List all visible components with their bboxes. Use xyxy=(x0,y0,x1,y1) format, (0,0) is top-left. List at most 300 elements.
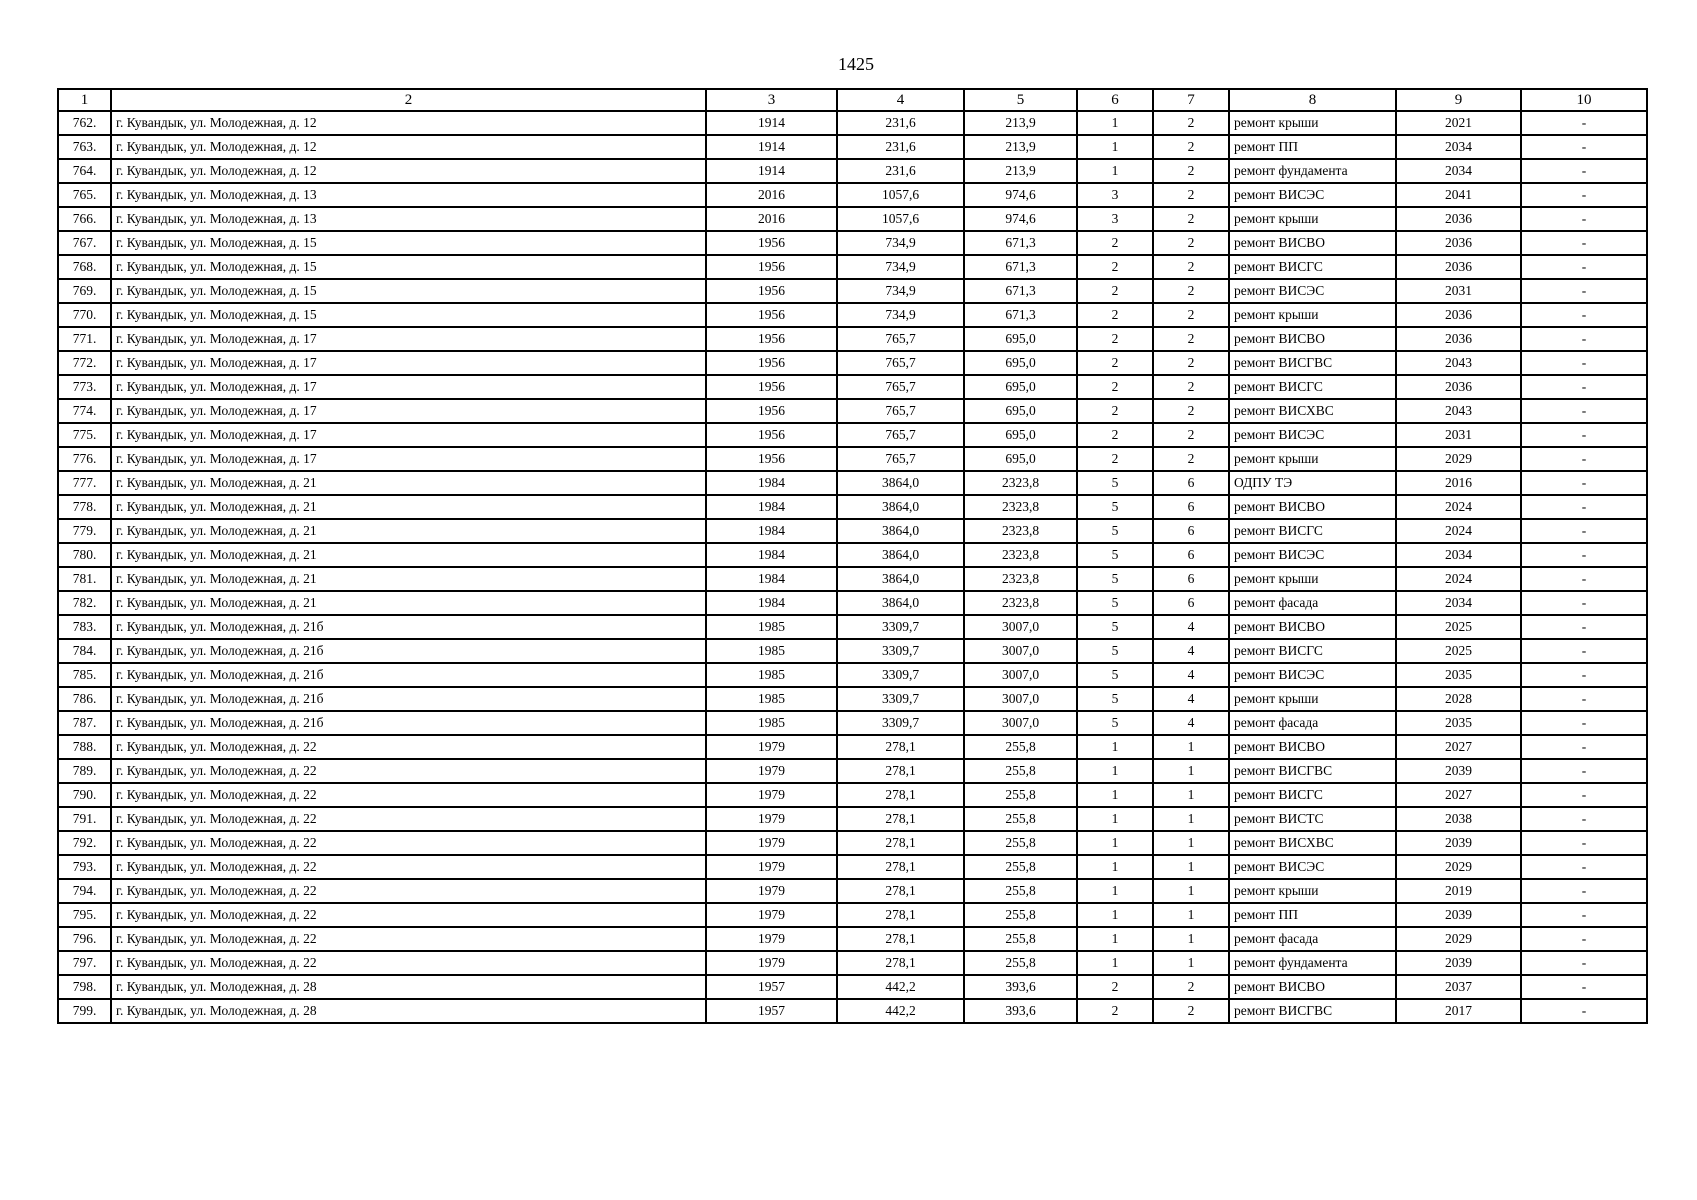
row-number-cell: 767. xyxy=(58,231,111,255)
table-row xyxy=(58,951,1647,975)
total-area-cell: 765,7 xyxy=(837,423,964,447)
note-cell: - xyxy=(1521,735,1647,759)
floors-cell: 1 xyxy=(1077,807,1153,831)
total-area-cell: 1057,6 xyxy=(837,207,964,231)
address-cell: г. Кувандык, ул. Молодежная, д. 22 xyxy=(111,951,706,975)
page-number: 1425 xyxy=(838,54,874,74)
total-area-cell: 442,2 xyxy=(837,975,964,999)
total-area-cell: 765,7 xyxy=(837,399,964,423)
planned-year-cell: 2027 xyxy=(1396,735,1521,759)
row-number-cell: 777. xyxy=(58,471,111,495)
table-row xyxy=(58,687,1647,711)
row-number-cell: 782. xyxy=(58,591,111,615)
year-built-cell: 1956 xyxy=(706,327,837,351)
floors-cell: 5 xyxy=(1077,663,1153,687)
total-area-cell: 278,1 xyxy=(837,903,964,927)
living-area-cell: 2323,8 xyxy=(964,519,1077,543)
table-row xyxy=(58,135,1647,159)
note-cell: - xyxy=(1521,975,1647,999)
table-row xyxy=(58,447,1647,471)
table-row xyxy=(58,591,1647,615)
address-cell: г. Кувандык, ул. Молодежная, д. 12 xyxy=(111,135,706,159)
planned-year-cell: 2035 xyxy=(1396,711,1521,735)
planned-year-cell: 2038 xyxy=(1396,807,1521,831)
row-number-cell: 772. xyxy=(58,351,111,375)
living-area-cell: 255,8 xyxy=(964,951,1077,975)
total-area-cell: 278,1 xyxy=(837,951,964,975)
work-type-cell: ремонт фасада xyxy=(1229,711,1396,735)
entrances-cell: 2 xyxy=(1153,159,1229,183)
column-header-6: 6 xyxy=(1077,89,1153,111)
year-built-cell: 1979 xyxy=(706,951,837,975)
living-area-cell: 3007,0 xyxy=(964,663,1077,687)
living-area-cell: 695,0 xyxy=(964,423,1077,447)
table-row xyxy=(58,783,1647,807)
floors-cell: 5 xyxy=(1077,471,1153,495)
row-number-cell: 776. xyxy=(58,447,111,471)
floors-cell: 3 xyxy=(1077,183,1153,207)
living-area-cell: 3007,0 xyxy=(964,639,1077,663)
year-built-cell: 1914 xyxy=(706,111,837,135)
table-row xyxy=(58,495,1647,519)
table-row xyxy=(58,303,1647,327)
living-area-cell: 255,8 xyxy=(964,855,1077,879)
total-area-cell: 231,6 xyxy=(837,135,964,159)
row-number-cell: 774. xyxy=(58,399,111,423)
address-cell: г. Кувандык, ул. Молодежная, д. 13 xyxy=(111,207,706,231)
living-area-cell: 255,8 xyxy=(964,831,1077,855)
entrances-cell: 6 xyxy=(1153,543,1229,567)
table-row xyxy=(58,663,1647,687)
living-area-cell: 2323,8 xyxy=(964,591,1077,615)
planned-year-cell: 2016 xyxy=(1396,471,1521,495)
row-number-cell: 768. xyxy=(58,255,111,279)
planned-year-cell: 2025 xyxy=(1396,615,1521,639)
living-area-cell: 213,9 xyxy=(964,159,1077,183)
floors-cell: 5 xyxy=(1077,591,1153,615)
year-built-cell: 1956 xyxy=(706,303,837,327)
table-row xyxy=(58,279,1647,303)
address-cell: г. Кувандык, ул. Молодежная, д. 22 xyxy=(111,807,706,831)
work-type-cell: ремонт ВИСВО xyxy=(1229,495,1396,519)
note-cell: - xyxy=(1521,399,1647,423)
note-cell: - xyxy=(1521,255,1647,279)
note-cell: - xyxy=(1521,615,1647,639)
address-cell: г. Кувандык, ул. Молодежная, д. 21 xyxy=(111,591,706,615)
work-type-cell: ремонт фундамента xyxy=(1229,951,1396,975)
table-row xyxy=(58,879,1647,903)
row-number-cell: 790. xyxy=(58,783,111,807)
work-type-cell: ОДПУ ТЭ xyxy=(1229,471,1396,495)
row-number-cell: 784. xyxy=(58,639,111,663)
total-area-cell: 278,1 xyxy=(837,855,964,879)
living-area-cell: 255,8 xyxy=(964,903,1077,927)
row-number-cell: 763. xyxy=(58,135,111,159)
total-area-cell: 3309,7 xyxy=(837,687,964,711)
living-area-cell: 255,8 xyxy=(964,759,1077,783)
row-number-cell: 786. xyxy=(58,687,111,711)
work-type-cell: ремонт ВИСЭС xyxy=(1229,543,1396,567)
living-area-cell: 255,8 xyxy=(964,783,1077,807)
table-row xyxy=(58,183,1647,207)
address-cell: г. Кувандык, ул. Молодежная, д. 22 xyxy=(111,903,706,927)
column-header-9: 9 xyxy=(1396,89,1521,111)
work-type-cell: ремонт ВИСЭС xyxy=(1229,855,1396,879)
year-built-cell: 1984 xyxy=(706,471,837,495)
total-area-cell: 3864,0 xyxy=(837,495,964,519)
entrances-cell: 2 xyxy=(1153,447,1229,471)
planned-year-cell: 2028 xyxy=(1396,687,1521,711)
entrances-cell: 1 xyxy=(1153,783,1229,807)
floors-cell: 2 xyxy=(1077,255,1153,279)
row-number-cell: 771. xyxy=(58,327,111,351)
work-type-cell: ремонт ВИСГВС xyxy=(1229,999,1396,1023)
planned-year-cell: 2031 xyxy=(1396,423,1521,447)
address-cell: г. Кувандык, ул. Молодежная, д. 21б xyxy=(111,639,706,663)
planned-year-cell: 2019 xyxy=(1396,879,1521,903)
total-area-cell: 3864,0 xyxy=(837,519,964,543)
entrances-cell: 6 xyxy=(1153,591,1229,615)
living-area-cell: 255,8 xyxy=(964,735,1077,759)
year-built-cell: 1957 xyxy=(706,999,837,1023)
year-built-cell: 1956 xyxy=(706,255,837,279)
year-built-cell: 1979 xyxy=(706,831,837,855)
planned-year-cell: 2034 xyxy=(1396,159,1521,183)
planned-year-cell: 2024 xyxy=(1396,519,1521,543)
row-number-cell: 788. xyxy=(58,735,111,759)
work-type-cell: ремонт ВИСВО xyxy=(1229,735,1396,759)
living-area-cell: 695,0 xyxy=(964,447,1077,471)
floors-cell: 5 xyxy=(1077,495,1153,519)
entrances-cell: 4 xyxy=(1153,639,1229,663)
work-type-cell: ремонт ВИСВО xyxy=(1229,615,1396,639)
total-area-cell: 765,7 xyxy=(837,351,964,375)
table-row xyxy=(58,615,1647,639)
floors-cell: 2 xyxy=(1077,975,1153,999)
work-type-cell: ремонт ПП xyxy=(1229,135,1396,159)
living-area-cell: 974,6 xyxy=(964,183,1077,207)
column-header-2: 2 xyxy=(111,89,706,111)
note-cell: - xyxy=(1521,351,1647,375)
entrances-cell: 4 xyxy=(1153,615,1229,639)
floors-cell: 1 xyxy=(1077,855,1153,879)
repair-schedule-table xyxy=(57,88,1648,1024)
work-type-cell: ремонт ВИСТС xyxy=(1229,807,1396,831)
work-type-cell: ремонт ВИСЭС xyxy=(1229,279,1396,303)
planned-year-cell: 2034 xyxy=(1396,543,1521,567)
total-area-cell: 278,1 xyxy=(837,735,964,759)
note-cell: - xyxy=(1521,159,1647,183)
work-type-cell: ремонт крыши xyxy=(1229,111,1396,135)
planned-year-cell: 2031 xyxy=(1396,279,1521,303)
note-cell: - xyxy=(1521,303,1647,327)
work-type-cell: ремонт крыши xyxy=(1229,207,1396,231)
year-built-cell: 1979 xyxy=(706,903,837,927)
table-row xyxy=(58,159,1647,183)
floors-cell: 2 xyxy=(1077,351,1153,375)
year-built-cell: 1979 xyxy=(706,759,837,783)
row-number-cell: 770. xyxy=(58,303,111,327)
living-area-cell: 393,6 xyxy=(964,999,1077,1023)
address-cell: г. Кувандык, ул. Молодежная, д. 22 xyxy=(111,735,706,759)
entrances-cell: 1 xyxy=(1153,735,1229,759)
row-number-cell: 762. xyxy=(58,111,111,135)
address-cell: г. Кувандык, ул. Молодежная, д. 21 xyxy=(111,519,706,543)
entrances-cell: 1 xyxy=(1153,807,1229,831)
floors-cell: 2 xyxy=(1077,279,1153,303)
planned-year-cell: 2043 xyxy=(1396,351,1521,375)
living-area-cell: 671,3 xyxy=(964,231,1077,255)
address-cell: г. Кувандык, ул. Молодежная, д. 22 xyxy=(111,879,706,903)
planned-year-cell: 2036 xyxy=(1396,231,1521,255)
floors-cell: 1 xyxy=(1077,759,1153,783)
table-row xyxy=(58,375,1647,399)
year-built-cell: 1984 xyxy=(706,567,837,591)
table-row xyxy=(58,639,1647,663)
entrances-cell: 4 xyxy=(1153,711,1229,735)
living-area-cell: 3007,0 xyxy=(964,687,1077,711)
entrances-cell: 1 xyxy=(1153,951,1229,975)
planned-year-cell: 2041 xyxy=(1396,183,1521,207)
planned-year-cell: 2029 xyxy=(1396,927,1521,951)
floors-cell: 1 xyxy=(1077,783,1153,807)
year-built-cell: 2016 xyxy=(706,183,837,207)
entrances-cell: 2 xyxy=(1153,303,1229,327)
note-cell: - xyxy=(1521,807,1647,831)
address-cell: г. Кувандык, ул. Молодежная, д. 17 xyxy=(111,375,706,399)
planned-year-cell: 2036 xyxy=(1396,303,1521,327)
work-type-cell: ремонт ВИСГВС xyxy=(1229,351,1396,375)
living-area-cell: 213,9 xyxy=(964,111,1077,135)
total-area-cell: 3309,7 xyxy=(837,639,964,663)
living-area-cell: 974,6 xyxy=(964,207,1077,231)
row-number-cell: 766. xyxy=(58,207,111,231)
living-area-cell: 695,0 xyxy=(964,351,1077,375)
total-area-cell: 1057,6 xyxy=(837,183,964,207)
table-row xyxy=(58,423,1647,447)
work-type-cell: ремонт ВИСХВС xyxy=(1229,831,1396,855)
total-area-cell: 734,9 xyxy=(837,279,964,303)
planned-year-cell: 2017 xyxy=(1396,999,1521,1023)
column-header-8: 8 xyxy=(1229,89,1396,111)
total-area-cell: 278,1 xyxy=(837,879,964,903)
entrances-cell: 2 xyxy=(1153,207,1229,231)
work-type-cell: ремонт ВИСГС xyxy=(1229,639,1396,663)
total-area-cell: 3864,0 xyxy=(837,543,964,567)
total-area-cell: 734,9 xyxy=(837,303,964,327)
floors-cell: 1 xyxy=(1077,951,1153,975)
table-row xyxy=(58,927,1647,951)
column-header-4: 4 xyxy=(837,89,964,111)
work-type-cell: ремонт фундамента xyxy=(1229,159,1396,183)
entrances-cell: 6 xyxy=(1153,471,1229,495)
row-number-cell: 798. xyxy=(58,975,111,999)
living-area-cell: 695,0 xyxy=(964,375,1077,399)
entrances-cell: 1 xyxy=(1153,855,1229,879)
table-row xyxy=(58,735,1647,759)
year-built-cell: 1984 xyxy=(706,495,837,519)
table-row xyxy=(58,231,1647,255)
address-cell: г. Кувандык, ул. Молодежная, д. 17 xyxy=(111,399,706,423)
work-type-cell: ремонт крыши xyxy=(1229,303,1396,327)
column-header-5: 5 xyxy=(964,89,1077,111)
entrances-cell: 2 xyxy=(1153,111,1229,135)
year-built-cell: 1979 xyxy=(706,879,837,903)
row-number-cell: 779. xyxy=(58,519,111,543)
living-area-cell: 255,8 xyxy=(964,879,1077,903)
year-built-cell: 1956 xyxy=(706,231,837,255)
row-number-cell: 769. xyxy=(58,279,111,303)
column-header-10: 10 xyxy=(1521,89,1647,111)
total-area-cell: 278,1 xyxy=(837,807,964,831)
address-cell: г. Кувандык, ул. Молодежная, д. 21 xyxy=(111,543,706,567)
work-type-cell: ремонт крыши xyxy=(1229,879,1396,903)
entrances-cell: 2 xyxy=(1153,279,1229,303)
row-number-cell: 792. xyxy=(58,831,111,855)
year-built-cell: 1985 xyxy=(706,663,837,687)
year-built-cell: 1984 xyxy=(706,543,837,567)
note-cell: - xyxy=(1521,759,1647,783)
address-cell: г. Кувандык, ул. Молодежная, д. 17 xyxy=(111,447,706,471)
note-cell: - xyxy=(1521,183,1647,207)
row-number-cell: 783. xyxy=(58,615,111,639)
total-area-cell: 765,7 xyxy=(837,447,964,471)
table-row xyxy=(58,711,1647,735)
year-built-cell: 2016 xyxy=(706,207,837,231)
floors-cell: 5 xyxy=(1077,615,1153,639)
column-header-1: 1 xyxy=(58,89,111,111)
planned-year-cell: 2029 xyxy=(1396,855,1521,879)
entrances-cell: 1 xyxy=(1153,927,1229,951)
address-cell: г. Кувандык, ул. Молодежная, д. 21б xyxy=(111,687,706,711)
note-cell: - xyxy=(1521,831,1647,855)
floors-cell: 2 xyxy=(1077,447,1153,471)
note-cell: - xyxy=(1521,879,1647,903)
entrances-cell: 2 xyxy=(1153,351,1229,375)
total-area-cell: 3309,7 xyxy=(837,711,964,735)
living-area-cell: 2323,8 xyxy=(964,495,1077,519)
floors-cell: 2 xyxy=(1077,375,1153,399)
address-cell: г. Кувандык, ул. Молодежная, д. 17 xyxy=(111,327,706,351)
year-built-cell: 1956 xyxy=(706,351,837,375)
planned-year-cell: 2035 xyxy=(1396,663,1521,687)
floors-cell: 2 xyxy=(1077,231,1153,255)
row-number-cell: 765. xyxy=(58,183,111,207)
living-area-cell: 671,3 xyxy=(964,255,1077,279)
address-cell: г. Кувандык, ул. Молодежная, д. 12 xyxy=(111,111,706,135)
planned-year-cell: 2034 xyxy=(1396,135,1521,159)
total-area-cell: 3864,0 xyxy=(837,471,964,495)
address-cell: г. Кувандык, ул. Молодежная, д. 17 xyxy=(111,423,706,447)
total-area-cell: 278,1 xyxy=(837,927,964,951)
table-row xyxy=(58,255,1647,279)
table-row xyxy=(58,543,1647,567)
floors-cell: 1 xyxy=(1077,111,1153,135)
total-area-cell: 734,9 xyxy=(837,255,964,279)
floors-cell: 1 xyxy=(1077,135,1153,159)
floors-cell: 2 xyxy=(1077,423,1153,447)
floors-cell: 5 xyxy=(1077,687,1153,711)
entrances-cell: 1 xyxy=(1153,879,1229,903)
table-row xyxy=(58,471,1647,495)
work-type-cell: ремонт ВИСВО xyxy=(1229,975,1396,999)
year-built-cell: 1956 xyxy=(706,423,837,447)
entrances-cell: 2 xyxy=(1153,255,1229,279)
planned-year-cell: 2027 xyxy=(1396,783,1521,807)
work-type-cell: ремонт ВИСЭС xyxy=(1229,663,1396,687)
total-area-cell: 765,7 xyxy=(837,327,964,351)
work-type-cell: ремонт ВИСГС xyxy=(1229,255,1396,279)
entrances-cell: 6 xyxy=(1153,495,1229,519)
address-cell: г. Кувандык, ул. Молодежная, д. 21б xyxy=(111,663,706,687)
total-area-cell: 3309,7 xyxy=(837,663,964,687)
work-type-cell: ремонт ВИСГВС xyxy=(1229,759,1396,783)
work-type-cell: ремонт ВИСХВС xyxy=(1229,399,1396,423)
table-row xyxy=(58,855,1647,879)
entrances-cell: 2 xyxy=(1153,399,1229,423)
year-built-cell: 1984 xyxy=(706,519,837,543)
note-cell: - xyxy=(1521,327,1647,351)
planned-year-cell: 2025 xyxy=(1396,639,1521,663)
table-row xyxy=(58,519,1647,543)
table-row xyxy=(58,807,1647,831)
living-area-cell: 2323,8 xyxy=(964,567,1077,591)
work-type-cell: ремонт крыши xyxy=(1229,687,1396,711)
year-built-cell: 1984 xyxy=(706,591,837,615)
address-cell: г. Кувандык, ул. Молодежная, д. 21 xyxy=(111,567,706,591)
note-cell: - xyxy=(1521,111,1647,135)
total-area-cell: 3309,7 xyxy=(837,615,964,639)
address-cell: г. Кувандык, ул. Молодежная, д. 21 xyxy=(111,495,706,519)
address-cell: г. Кувандык, ул. Молодежная, д. 15 xyxy=(111,303,706,327)
address-cell: г. Кувандык, ул. Молодежная, д. 22 xyxy=(111,831,706,855)
year-built-cell: 1979 xyxy=(706,783,837,807)
work-type-cell: ремонт ПП xyxy=(1229,903,1396,927)
total-area-cell: 231,6 xyxy=(837,159,964,183)
floors-cell: 2 xyxy=(1077,303,1153,327)
floors-cell: 2 xyxy=(1077,327,1153,351)
entrances-cell: 2 xyxy=(1153,231,1229,255)
address-cell: г. Кувандык, ул. Молодежная, д. 21б xyxy=(111,615,706,639)
floors-cell: 5 xyxy=(1077,519,1153,543)
note-cell: - xyxy=(1521,855,1647,879)
floors-cell: 5 xyxy=(1077,639,1153,663)
entrances-cell: 2 xyxy=(1153,375,1229,399)
row-number-cell: 795. xyxy=(58,903,111,927)
row-number-cell: 793. xyxy=(58,855,111,879)
work-type-cell: ремонт фасада xyxy=(1229,591,1396,615)
work-type-cell: ремонт ВИСГС xyxy=(1229,783,1396,807)
entrances-cell: 2 xyxy=(1153,975,1229,999)
note-cell: - xyxy=(1521,951,1647,975)
total-area-cell: 765,7 xyxy=(837,375,964,399)
year-built-cell: 1956 xyxy=(706,399,837,423)
note-cell: - xyxy=(1521,519,1647,543)
living-area-cell: 255,8 xyxy=(964,927,1077,951)
note-cell: - xyxy=(1521,711,1647,735)
year-built-cell: 1979 xyxy=(706,735,837,759)
row-number-cell: 789. xyxy=(58,759,111,783)
work-type-cell: ремонт крыши xyxy=(1229,447,1396,471)
row-number-cell: 799. xyxy=(58,999,111,1023)
row-number-cell: 794. xyxy=(58,879,111,903)
note-cell: - xyxy=(1521,375,1647,399)
note-cell: - xyxy=(1521,903,1647,927)
address-cell: г. Кувандык, ул. Молодежная, д. 22 xyxy=(111,783,706,807)
planned-year-cell: 2037 xyxy=(1396,975,1521,999)
total-area-cell: 734,9 xyxy=(837,231,964,255)
address-cell: г. Кувандык, ул. Молодежная, д. 15 xyxy=(111,255,706,279)
